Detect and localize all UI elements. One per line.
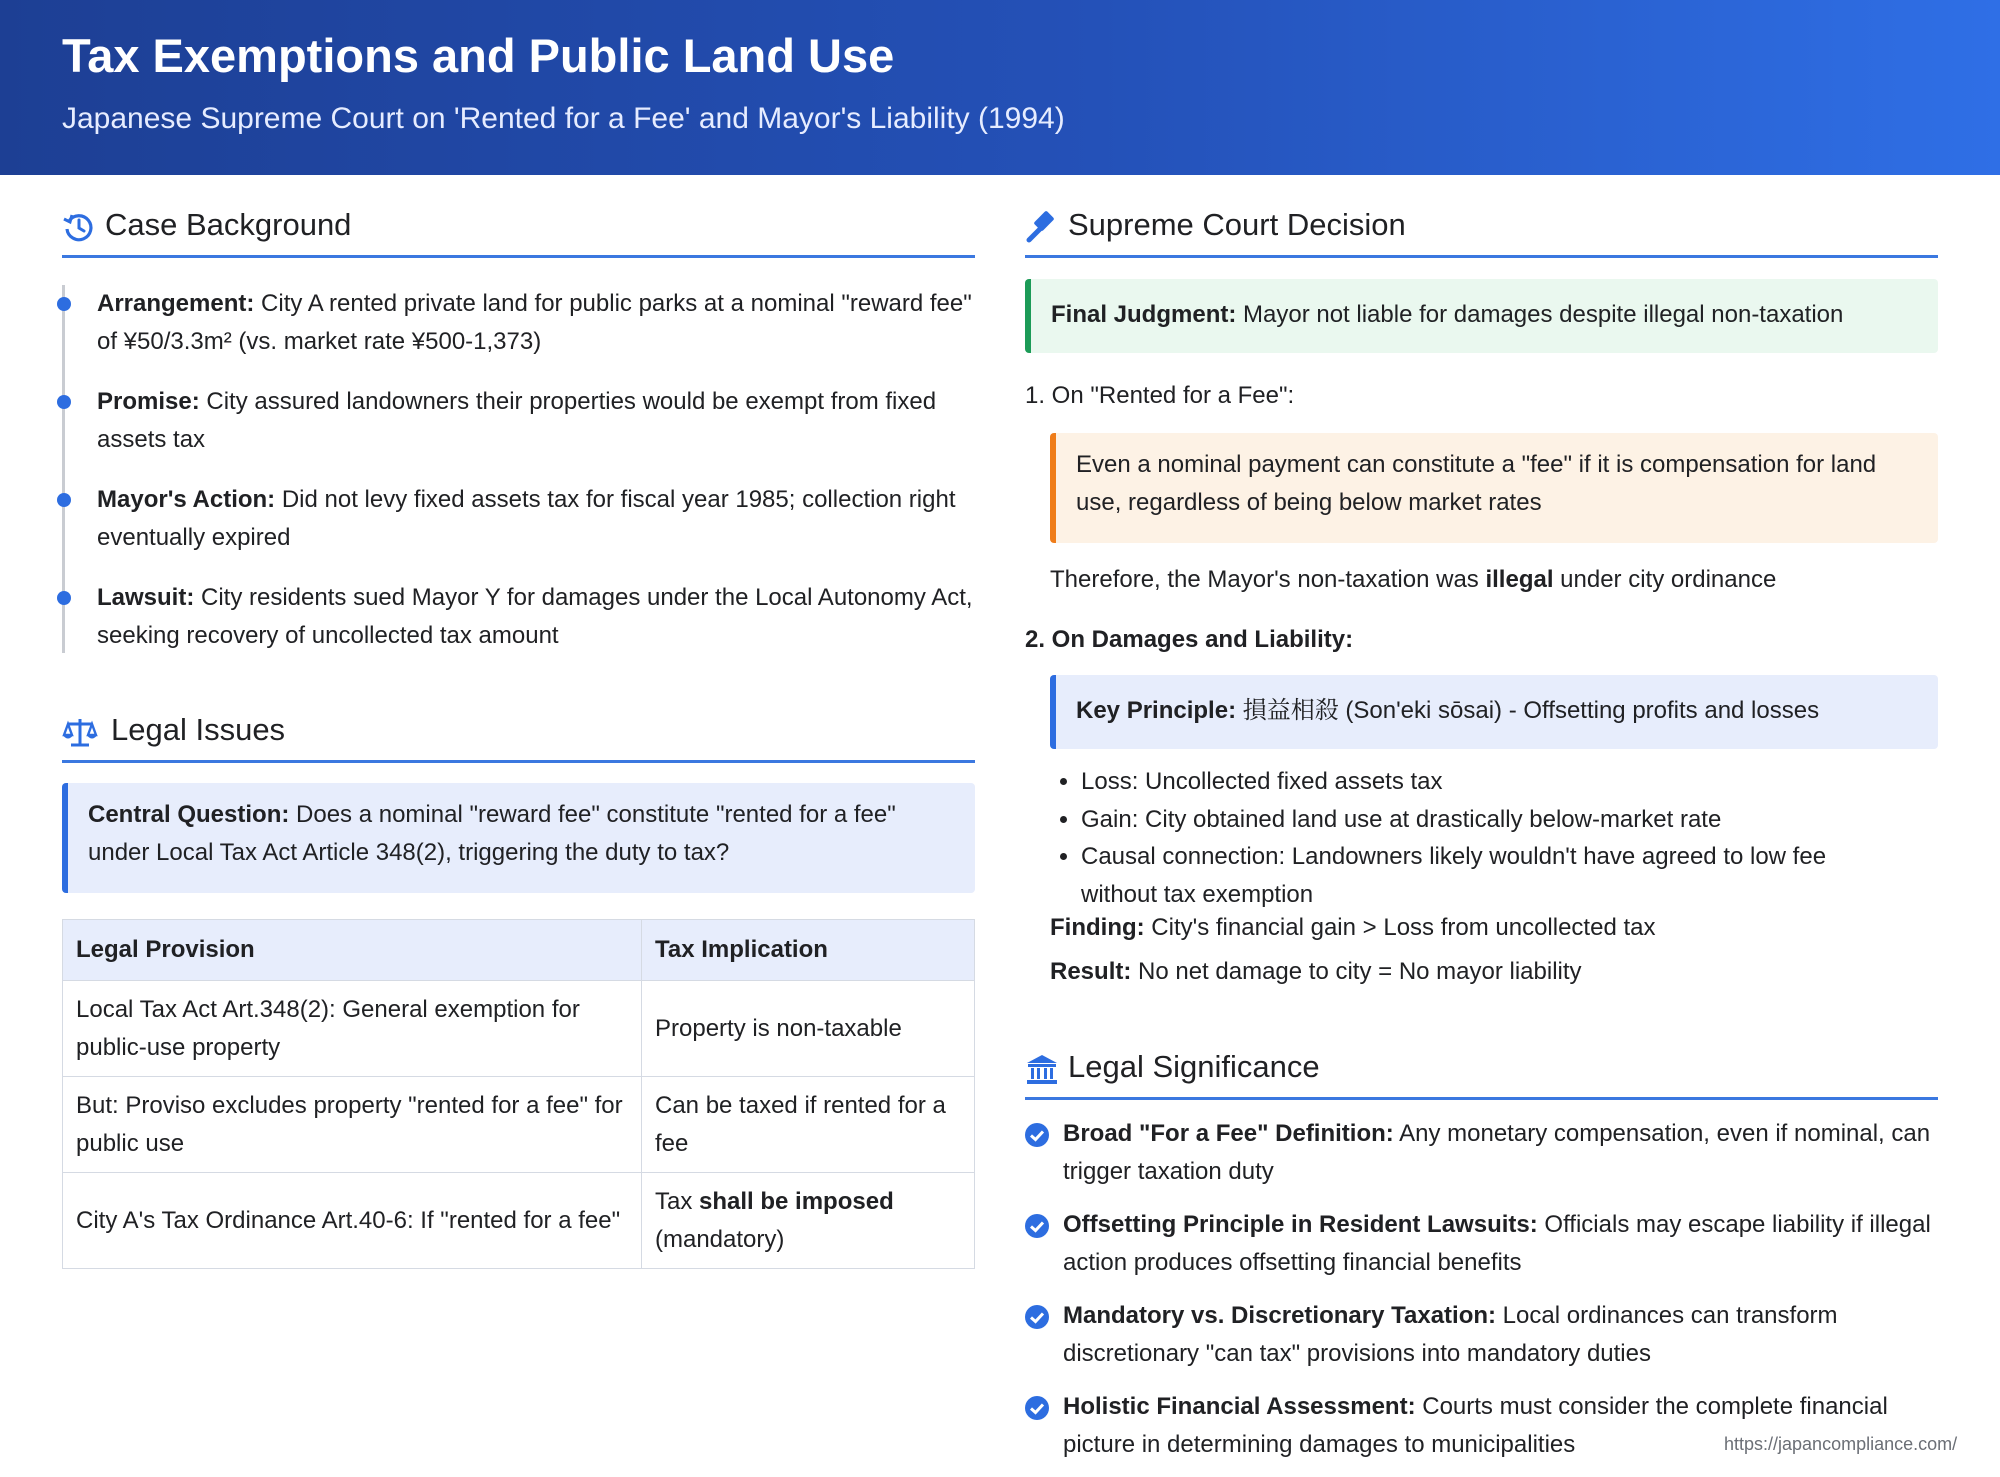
- table-header-row: [63, 920, 975, 981]
- institution-icon: [1025, 1052, 1059, 1086]
- check-circle-icon: [1025, 1214, 1049, 1238]
- key-principle-callout: [1050, 675, 1938, 749]
- implication-cell: Tax shall be imposed (mandatory): [642, 1173, 975, 1269]
- timeline-item-label: Promise:: [97, 388, 200, 415]
- decision-header: [1025, 175, 1938, 258]
- page-title: Tax Exemptions and Public Land Use: [62, 29, 895, 82]
- result-line: Result: No net damage to city = No mayor liability: [1050, 958, 1582, 985]
- check-circle-icon: [1025, 1396, 1049, 1420]
- significance-header: [1025, 1017, 1938, 1100]
- timeline-item-label: Lawsuit:: [97, 584, 195, 611]
- timeline-item-label: Mayor's Action:: [97, 486, 276, 513]
- table-header-provision: Legal Provision: [63, 920, 642, 981]
- legal-issues-title: Legal Issues: [111, 712, 286, 747]
- case-timeline: [62, 275, 975, 653]
- final-judgment-label: Final Judgment:: [1051, 301, 1237, 328]
- page-subtitle: Japanese Supreme Court on 'Rented for a Fee' and Mayor's Liability (1994): [62, 102, 1065, 135]
- right-column: Supreme Court Decision Final Judgment: Mayor not liable for damages despite illegal non-taxation 1. On "Rented for a Fee": Even a nominal payment can constitute a "fee" if it is compensation for land use, regardless of being below market rates Therefore, the Mayor's non-taxation was illegal under city ordinance 2. On Damages and Liability: Key Principle: 損益相殺 (Son'eki sōsai) - Offsetting profits and losses • Loss: Uncollected fixed assets tax • Gain: City obtained land use at drastically below-market rate • Causal connection: Landowners likely wouldn't have agreed to low fee without tax exemption Finding: City's financial gain > Loss from uncollected tax Result: No net damage to city = No mayor liability Legal Significance Broad "For a Fee" Definition: Any monetary compensation, even if nominal, can trigger taxation duty Offsetting Principle in Resident Lawsuits: Officials may escape liability if illegal action produces offsetting financial benefits Mandatory vs. Discretionary Taxation: Local ordinances can transform discretionary "can tax" provisions into mandatory duties Holistic Financial Assessment: Courts must consider the complete financial picture in determining damages to municipalities: [1025, 175, 1938, 258]
- case-background-header: [62, 175, 975, 258]
- gavel-icon: [1025, 210, 1059, 244]
- central-question-text: Does a nominal "reward fee" constitute "rented for a fee" under Local Tax Act Article 348(2), triggering the duty to tax?: [88, 801, 896, 866]
- timeline-item-text: Did not levy fixed assets tax for fiscal year 1985; collection right eventually expired: [97, 486, 956, 551]
- timeline-item-text: City residents sued Mayor Y for damages under the Local Autonomy Act, seeking recovery of uncollected tax amount: [97, 584, 973, 649]
- timeline-dot: [57, 395, 71, 409]
- point1-conclusion: Therefore, the Mayor's non-taxation was illegal under city ordinance: [1050, 566, 1777, 593]
- table-header-implication: Tax Implication: [642, 920, 975, 981]
- central-question-callout: [62, 783, 975, 893]
- check-circle-icon: [1025, 1123, 1049, 1147]
- check-circle-icon: [1025, 1305, 1049, 1329]
- timeline-dot: [57, 591, 71, 605]
- decision-title: Supreme Court Decision: [1068, 207, 1406, 242]
- scale-icon: [62, 715, 98, 749]
- timeline-dot: [57, 493, 71, 507]
- key-principle-label: Key Principle:: [1076, 697, 1237, 724]
- implication-cell: Property is non-taxable: [642, 981, 975, 1077]
- final-judgment-text: Mayor not liable for damages despite illegal non-taxation: [1236, 301, 1844, 328]
- provision-cell: Local Tax Act Art.348(2): General exemption for public-use property: [63, 981, 642, 1077]
- case-background-title: Case Background: [105, 207, 352, 242]
- timeline-dot: [57, 297, 71, 311]
- list-item: • Causal connection: Landowners likely wouldn't have agreed to low fee without tax exemption: [1081, 838, 1903, 913]
- left-column: [62, 175, 975, 1253]
- implication-cell: Can be taxed if rented for a fee: [642, 1077, 975, 1173]
- source-url[interactable]: https://japancompliance.com/: [1724, 1434, 1958, 1454]
- damages-bullet-list: [1053, 763, 1903, 913]
- point2-heading: 2. On Damages and Liability:: [1025, 626, 1354, 653]
- timeline-item-text: City assured landowners their properties would be exempt from fixed assets tax: [97, 388, 937, 453]
- provision-cell: City A's Tax Ordinance Art.40-6: If "rented for a fee": [63, 1173, 642, 1269]
- list-item: • Gain: City obtained land use at drastically below-market rate: [1081, 801, 1903, 839]
- timeline-item: [97, 285, 977, 360]
- list-item: • Loss: Uncollected fixed assets tax: [1081, 763, 1903, 801]
- timeline-item-label: Arrangement:: [97, 290, 255, 317]
- timeline-item: [97, 481, 977, 556]
- legal-provisions-table: [62, 919, 975, 1269]
- table-row: [63, 981, 975, 1077]
- final-judgment-callout: [1025, 279, 1938, 353]
- provision-cell: But: Proviso excludes property "rented for a fee" for public use: [63, 1077, 642, 1173]
- timeline-item-text: City A rented private land for public parks at a nominal "reward fee" of ¥50/3.3m² (vs. market rate ¥500-1,373): [97, 290, 972, 355]
- central-question-label: Central Question:: [88, 801, 290, 828]
- table-row: [63, 1077, 975, 1173]
- finding-line: Finding: City's financial gain > Loss from uncollected tax: [1050, 914, 1656, 941]
- page-header: [0, 0, 2000, 175]
- timeline-item: [97, 579, 977, 654]
- point1-heading: 1. On "Rented for a Fee":: [1025, 382, 1295, 409]
- table-row: [63, 1173, 975, 1269]
- nominal-fee-quote: Even a nominal payment can constitute a "fee" if it is compensation for land use, regardless of being below market rates: [1050, 433, 1938, 543]
- timeline-item: [97, 383, 977, 458]
- significance-title: Legal Significance: [1068, 1049, 1320, 1084]
- legal-issues-header: [62, 680, 975, 763]
- key-principle-text: 損益相殺 (Son'eki sōsai) - Offsetting profits and losses: [1236, 697, 1820, 724]
- history-icon: [62, 210, 96, 244]
